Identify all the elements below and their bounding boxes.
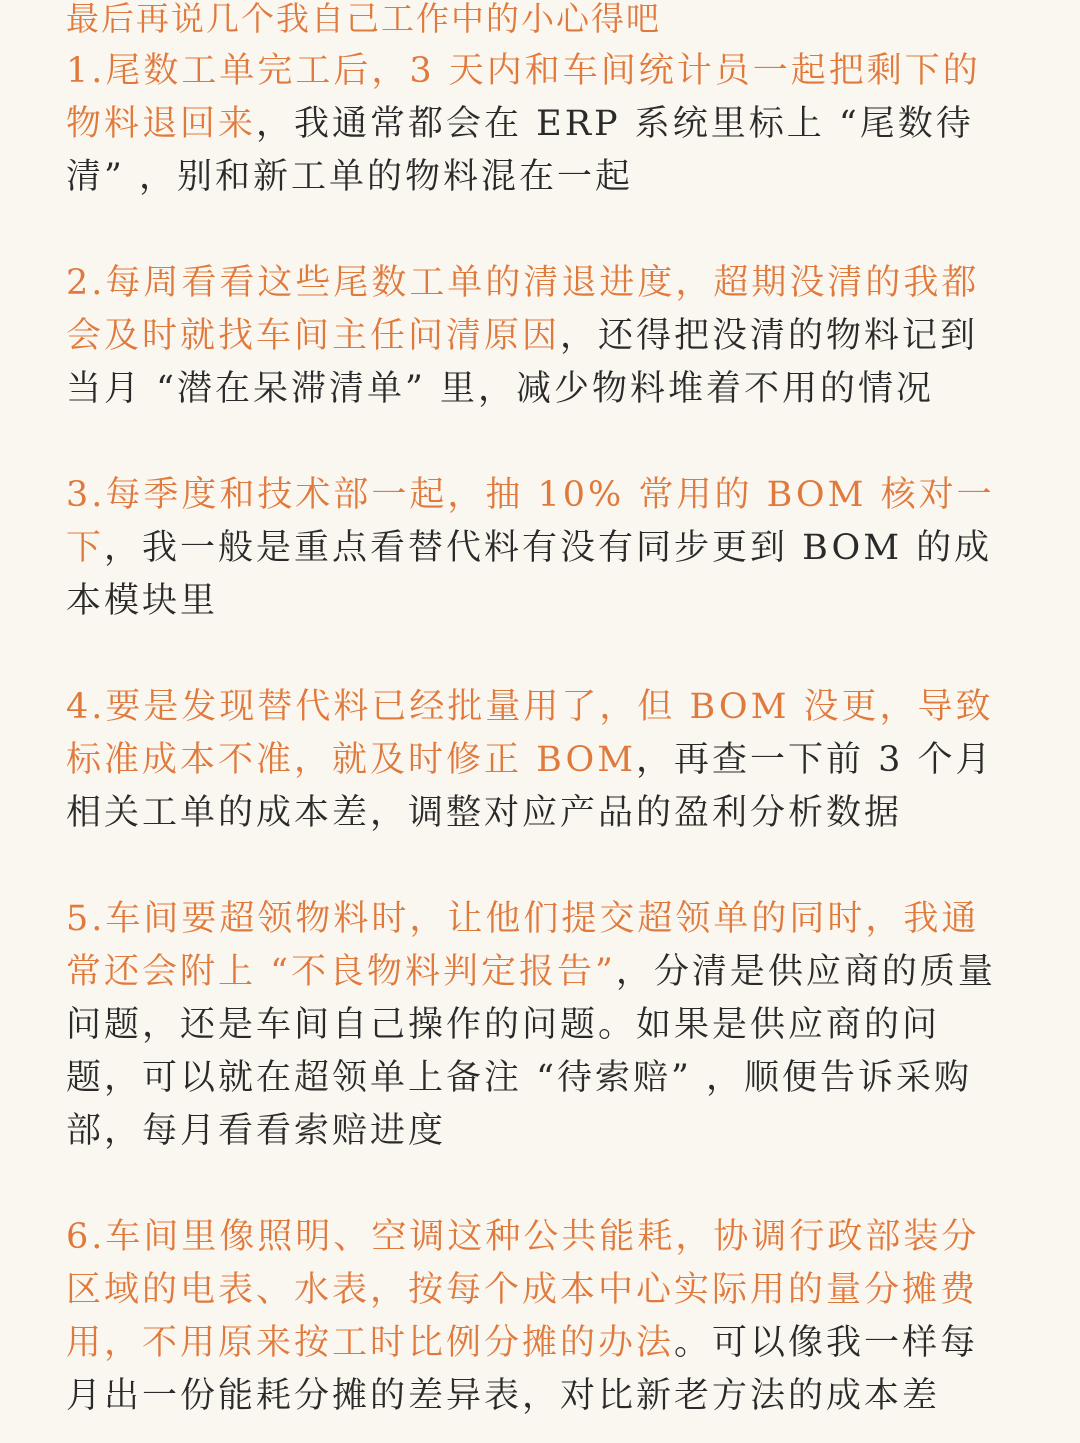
tip-6-highlight: 6.车间里像照明、空调这种公共能耗，协调行政部装分区域的电表、水表，按每个成本中心实际用的量分摊费用，不用原来按工时比例分摊的办法	[66, 1217, 980, 1363]
intro-heading: 最后再说几个我自己工作中的小心得吧	[66, 0, 661, 38]
tip-5-text: ，分清是供应商的质量问题，还是车间自己操作的问题。如果是供应商的问题，可以就在超领单上备注 “待索赔” ，顺便告诉采购部，每月看看索赔进度	[66, 952, 996, 1151]
tip-6-text: 。可以像我一样每月出一份能耗分摊的差异表，对比新老方法的成本差	[66, 1323, 979, 1416]
tip-3-highlight: 3.每季度和技术部一起，抽 10% 常用的 BOM 核对一下	[66, 475, 995, 568]
spacer	[66, 1158, 1014, 1211]
tip-1	[66, 45, 1014, 204]
tip-4	[66, 681, 1014, 840]
tip-4-text: ，再查一下前 3 个月相关工单的成本差，调整对应产品的盈利分析数据	[66, 740, 994, 833]
tip-5	[66, 893, 1014, 1158]
tip-4-highlight: 4.要是发现替代料已经批量用了，但 BOM 没更，导致标准成本不准，就及时修正 BOM	[66, 687, 994, 780]
tip-1-highlight: 1.尾数工单完工后，3 天内和车间统计员一起把剩下的物料退回来	[66, 51, 981, 144]
tip-2-text: ，还得把没清的物料记到当月 “潜在呆滞清单” 里，减少物料堆着不用的情况	[66, 316, 979, 409]
tip-2-highlight: 2.每周看看这些尾数工单的清退进度，超期没清的我都会及时就找车间主任问清原因	[66, 263, 980, 356]
spacer	[66, 204, 1014, 257]
tip-2	[66, 257, 1014, 416]
spacer	[66, 416, 1014, 469]
tip-3-text: ，我一般是重点看替代料有没有同步更到 BOM 的成本模块里	[66, 528, 993, 621]
spacer	[66, 840, 1014, 893]
tip-5-highlight: 5.车间要超领物料时，让他们提交超领单的同时，我通常还会附上 “不良物料判定报告”	[66, 899, 980, 992]
tip-3	[66, 469, 1014, 628]
spacer	[66, 628, 1014, 681]
tip-6	[66, 1211, 1014, 1423]
tip-1-text: ，我通常都会在 ERP 系统里标上 “尾数待清” ，别和新工单的物料混在一起	[66, 104, 974, 197]
